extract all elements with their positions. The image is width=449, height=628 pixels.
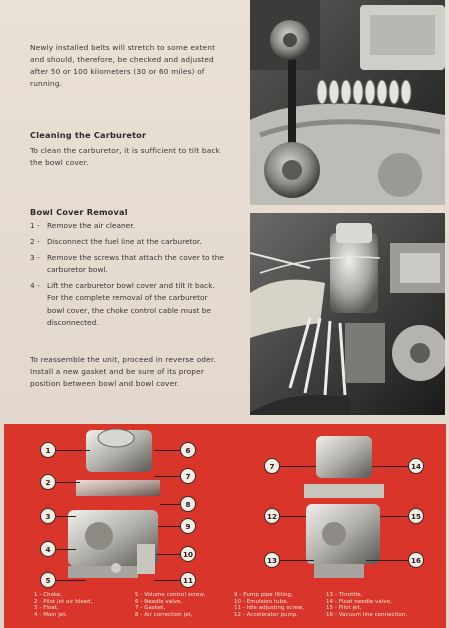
callout-12: 12 — [264, 508, 280, 524]
cleaning-heading: Cleaning the Carburetor — [30, 130, 147, 140]
callout-6: 6 — [180, 442, 196, 458]
callout-11: 11 — [180, 572, 196, 588]
callout-9: 9 — [180, 518, 196, 534]
legend-col-3: 9 - Pump pipe fitting, 10 - Emulsion tube, 11 - Idle adjusting screw, 12 - Accelerator pump, — [234, 592, 305, 618]
reassemble-paragraph: To reassemble the unit, proceed in reverse oder. Install a new gasket and be sure of its proper position between bowl and bowl cover. — [30, 355, 216, 389]
callout-16: 16 — [408, 552, 424, 568]
legend-col-2: 5 - Volume control screw, 6 - Needle valve, 7 - Gasket, 8 - Air correction jet, — [135, 592, 206, 618]
step-item: 3 - Remove the screws that attach the cover to the carburetor bowl. — [30, 253, 224, 275]
step-item: 2 - Disconnect the fuel line at the carburetor. — [30, 237, 202, 247]
callout-13: 13 — [264, 552, 280, 568]
callout-10: 10 — [180, 546, 196, 562]
callout-4: 4 — [40, 541, 56, 557]
callout-5: 5 — [40, 572, 56, 588]
carburetor-hand-photo — [250, 213, 445, 415]
callout-8: 8 — [180, 496, 196, 512]
callout-3: 3 — [40, 508, 56, 524]
engine-belt-photo — [250, 0, 445, 205]
legend-col-1: 1 - Choke, 2 - Pilot jet air bleed, 3 - Float, 4 - Main jet, — [34, 592, 93, 618]
callout-7: 7 — [180, 468, 196, 484]
callout-14: 14 — [408, 458, 424, 474]
callout-15: 15 — [408, 508, 424, 524]
callout-7b: 7 — [264, 458, 280, 474]
bowl-cover-heading: Bowl Cover Removal — [30, 207, 128, 217]
legend-col-4: 13 - Throttle, 14 - Float needle valve, 15 - Pilot jet, 16 - Vacuum line connection. — [326, 592, 408, 618]
removal-steps — [30, 220, 224, 333]
belt-paragraph: Newly installed belts will stretch to some extent and should, therefore, be checked and adjusted after 50 or 100 kilometers (30 or 60 miles) of running. — [30, 43, 216, 89]
step-item: 4 - Lift the carburetor bowl cover and tilt it back. For the complete removal of the carburetor bowl cover, the choke control cable must be disconnected. — [30, 281, 215, 327]
callout-1: 1 — [40, 442, 56, 458]
cleaning-paragraph: To clean the carburetor, it is sufficient to tilt back the bowl cover. — [30, 146, 221, 168]
callout-2: 2 — [40, 474, 56, 490]
step-item: 1 - Remove the air cleaner. — [30, 221, 135, 230]
